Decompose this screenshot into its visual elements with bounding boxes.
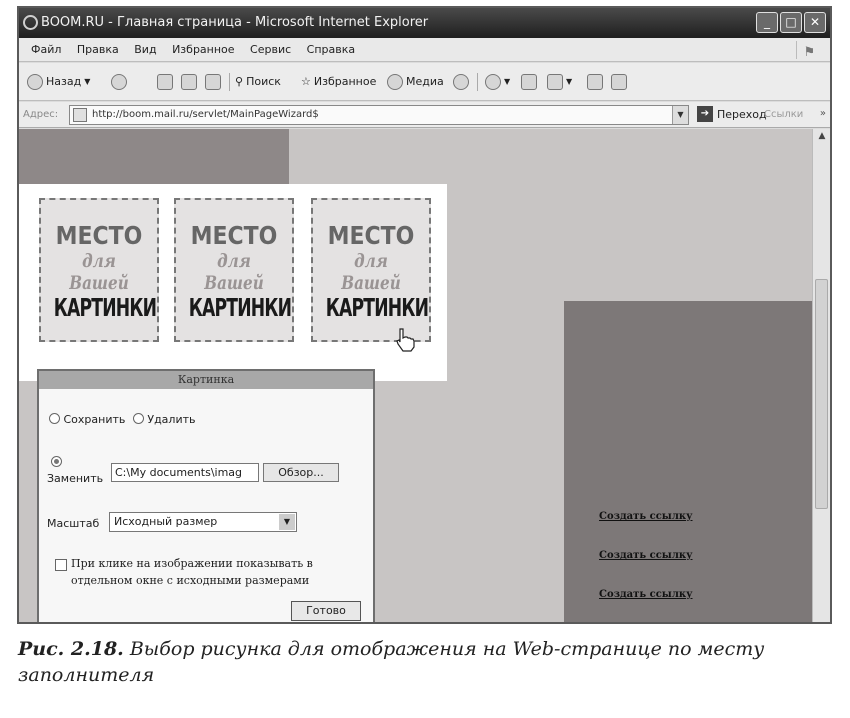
placeholder-word-1: МЕСТО (327, 222, 415, 251)
mail-icon (485, 74, 501, 90)
ie-logo-icon (23, 15, 38, 30)
address-label: Адрес: (23, 109, 59, 120)
done-button[interactable]: Готово (291, 601, 361, 621)
edit-button[interactable] (547, 71, 572, 93)
scale-label: Масштаб (47, 517, 100, 530)
placeholder-word-3: КАРТИНКИ (188, 294, 292, 323)
create-link-1[interactable]: Создать ссылку (599, 511, 693, 522)
right-dark-block (564, 301, 814, 624)
scroll-thumb[interactable] (815, 279, 828, 509)
address-dropdown-icon[interactable]: ▼ (672, 106, 688, 124)
edit-dropdown-icon: ▼ (566, 77, 573, 86)
search-label: Поиск (246, 75, 281, 88)
placeholder-word-2: для Вашей (69, 250, 129, 294)
browser-window (17, 6, 832, 624)
star-icon: ☆ (301, 75, 311, 88)
checkbox-label (71, 555, 371, 589)
forward-button[interactable] (111, 71, 127, 93)
favorites-button[interactable] (301, 71, 376, 93)
replace-radio[interactable] (51, 456, 62, 467)
placeholder-word-1: МЕСТО (190, 222, 278, 251)
image-dialog (37, 369, 375, 624)
scale-select[interactable] (109, 512, 297, 532)
menu-favorites[interactable]: Избранное (172, 43, 235, 56)
refresh-icon (181, 74, 197, 90)
address-url: http://boom.mail.ru/servlet/MainPageWizard$ (92, 109, 319, 120)
dark-banner (19, 129, 289, 184)
home-button[interactable] (205, 71, 221, 93)
scroll-up-icon[interactable]: ▲ (818, 131, 826, 141)
scale-value: Исходный размер (114, 515, 218, 528)
page-icon (73, 108, 87, 122)
toolbar (19, 63, 830, 101)
caption-label: Рис. 2.18. (18, 638, 124, 660)
back-arrow-icon (27, 74, 43, 90)
links-chevron-icon[interactable]: » (819, 108, 826, 119)
dialog-title: Картинка (39, 371, 373, 389)
open-original-checkbox[interactable] (55, 559, 67, 571)
windows-flag-icon: ⚑ (796, 41, 822, 59)
history-icon (453, 74, 469, 90)
go-button[interactable] (697, 106, 767, 122)
media-label: Медиа (406, 75, 444, 88)
delete-label: Удалить (147, 413, 196, 426)
figure-caption (18, 636, 838, 688)
address-bar (19, 102, 830, 128)
back-button[interactable] (27, 71, 90, 93)
caption-text: Выбор рисунка для отображения на Web-странице по месту заполнителя (18, 638, 765, 686)
menu-help[interactable]: Справка (306, 43, 356, 56)
placeholder-word-1: МЕСТО (55, 222, 143, 251)
go-arrow-icon: ➔ (697, 106, 713, 122)
placeholder-panel (19, 184, 447, 381)
search-button[interactable] (235, 71, 281, 93)
mail-button[interactable] (485, 71, 510, 93)
save-label: Сохранить (63, 413, 126, 426)
stop-icon (157, 74, 173, 90)
placeholder-word-2: для Вашей (341, 250, 401, 294)
edit-icon (547, 74, 563, 90)
chevron-down-icon[interactable]: ▼ (279, 514, 295, 530)
address-input[interactable] (69, 105, 689, 125)
favorites-label: Избранное (313, 75, 377, 88)
save-radio[interactable] (49, 413, 60, 424)
media-button[interactable] (387, 71, 444, 93)
browse-button[interactable]: Обзор... (263, 463, 339, 482)
messenger-icon (611, 74, 627, 90)
image-placeholder-3[interactable] (311, 198, 431, 342)
menu-file[interactable]: Файл (31, 43, 62, 56)
hand-cursor-icon (394, 327, 416, 353)
stop-button[interactable] (157, 71, 173, 93)
home-icon (205, 74, 221, 90)
file-path-input[interactable]: C:\My documents\imag (111, 463, 259, 482)
vertical-scrollbar[interactable] (812, 129, 830, 624)
placeholder-word-2: для Вашей (204, 250, 264, 294)
create-link-2[interactable]: Создать ссылку (599, 550, 693, 561)
mail-dropdown-icon: ▼ (504, 77, 511, 86)
print-icon (521, 74, 537, 90)
forward-arrow-icon (111, 74, 127, 90)
menu-edit[interactable]: Правка (76, 43, 119, 56)
checkbox-label-line-1: При клике на изображении показывать в (71, 557, 313, 570)
menu-view[interactable]: Вид (134, 43, 157, 56)
delete-radio[interactable] (133, 413, 144, 424)
replace-label: Заменить (47, 472, 104, 485)
minimize-button[interactable]: _ (756, 12, 778, 33)
window-title: BOOM.RU - Главная страница - Microsoft Internet Explorer (41, 15, 429, 30)
maximize-button[interactable]: □ (780, 12, 802, 33)
discuss-icon (587, 74, 603, 90)
image-placeholder-2[interactable] (174, 198, 294, 342)
discuss-button[interactable] (587, 71, 603, 93)
links-label[interactable]: Ссылки (764, 109, 804, 120)
page-content (19, 129, 814, 624)
image-placeholder-1[interactable] (39, 198, 159, 342)
media-icon (387, 74, 403, 90)
messenger-button[interactable] (611, 71, 627, 93)
title-bar (19, 8, 830, 38)
placeholder-word-3: КАРТИНКИ (53, 294, 157, 323)
placeholder-word-3: КАРТИНКИ (325, 294, 429, 323)
menu-tools[interactable]: Сервис (250, 43, 292, 56)
go-label: Переход (717, 107, 767, 121)
close-button[interactable]: ✕ (804, 12, 826, 33)
search-icon: ⚲ (235, 75, 244, 88)
create-link-3[interactable]: Создать ссылку (599, 589, 693, 600)
back-label: Назад (46, 75, 82, 88)
checkbox-label-line-2: отдельном окне с исходными размерами (71, 574, 310, 587)
menu-bar (19, 38, 830, 62)
back-dropdown-icon: ▼ (84, 77, 91, 86)
print-button[interactable] (521, 71, 537, 93)
history-button[interactable] (453, 71, 469, 93)
refresh-button[interactable] (181, 71, 197, 93)
